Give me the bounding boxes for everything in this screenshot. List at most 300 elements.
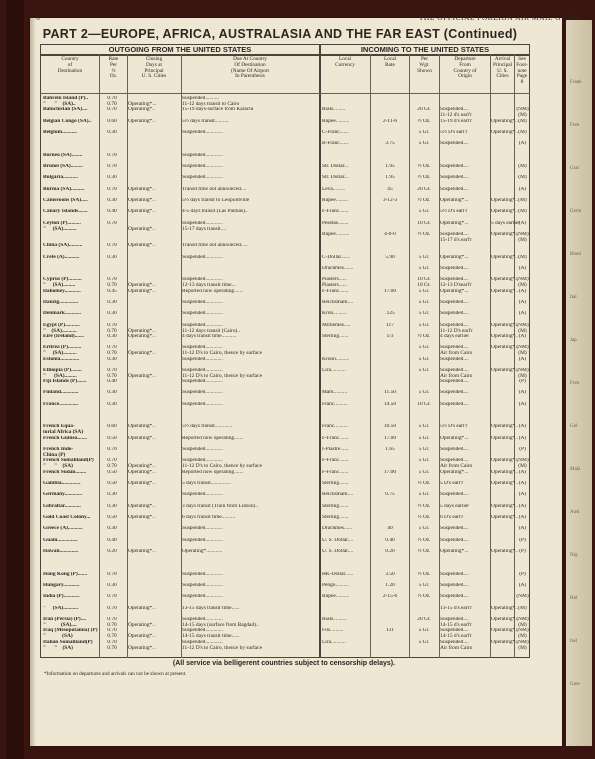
cell-per-wgt: 5 Gr. [418, 209, 430, 214]
cell-per-wgt: 5 Gr. [418, 390, 430, 395]
cell-rate: 0.70 [107, 572, 117, 577]
cell-closing: Operating*.. [128, 198, 155, 203]
table-row [40, 255, 530, 265]
cell-departure: Suspended.... [440, 300, 469, 305]
cell-closing: Operating*.. [128, 372, 155, 379]
cell-per-wgt: 10 Gr. 10 Gr. [417, 277, 431, 288]
cell-country: Eire (Ireland)....... [43, 334, 85, 339]
cell-per-wgt: 20 Gr. [417, 107, 431, 112]
cell-country: France.............. [43, 402, 79, 407]
cell-country: Bahrein Island (P).. " " (SA).. [43, 96, 89, 107]
header-text: Arrival Principal U. S. Cities [492, 56, 513, 80]
cell-local-rate: 0.75 [385, 492, 395, 497]
header-text: Rate Per ½ Oz. [108, 56, 119, 80]
cell-country: Burma (SA).......... [43, 187, 85, 192]
cell-note: (P) [519, 379, 526, 384]
edge-text: Gol [570, 424, 578, 429]
cell-due: Suspended............. [182, 379, 223, 384]
cell-arrival: Operating*.. [491, 628, 518, 633]
cell-note: (M) [518, 175, 527, 180]
cell-country: Greece (A)........... [43, 526, 83, 531]
cell-closing: Operating*.. [128, 515, 155, 520]
cell-local-rate: 3-12-3 [382, 198, 398, 203]
cell-local-rate: 0.20 [385, 549, 395, 554]
col-header-arrival [491, 57, 514, 80]
cell-closing: Operating*.. [128, 334, 155, 339]
cell-rate: 0.70 0.70 [107, 368, 117, 379]
cell-rate: 0.60 [107, 424, 117, 429]
cell-per-wgt: ½ Oz. [417, 572, 431, 577]
cell-due: Suspended............. 15-17 days transit.... [182, 221, 227, 232]
cell-currency: Franc.......... [322, 402, 348, 407]
table-row [40, 198, 530, 208]
table-row [40, 368, 530, 378]
cell-per-wgt: ½ Oz. [417, 538, 431, 543]
cell-country: Borneo (SA)........ [43, 153, 83, 158]
cell-departure: Suspended.... [440, 390, 469, 395]
cell-note: (A) [518, 300, 527, 305]
cell-per-wgt: 5 Gr. [418, 470, 430, 475]
cell-departure: Suspended.... [440, 141, 469, 146]
cell-local-rate: 1/3 [386, 334, 394, 339]
cell-note: (M) [518, 130, 527, 135]
table-row [40, 560, 530, 570]
running-title: THE OFFICIAL FOREIGN AIR MAIL GUIDE [418, 13, 581, 22]
cell-arrival: Operating*.. [491, 209, 518, 214]
cell-per-wgt: 5 Gr. [418, 266, 430, 271]
cell-arrival: Operating*.. [491, 345, 518, 350]
cell-departure: 5 D's earl'r [440, 481, 464, 486]
cell-closing: Operating*.. [128, 462, 155, 469]
header-text: Per Wgt. Shown [417, 56, 432, 74]
cell-closing: Operating*.. [128, 327, 155, 334]
cell-country: Germany............. [43, 492, 83, 497]
table-row [40, 334, 530, 344]
cell-closing: Operating*.. [128, 504, 155, 509]
cell-country: Cyprus (P).......... " (SA)......... [43, 277, 82, 288]
cell-departure: Suspended.... [440, 583, 469, 588]
table-row [40, 266, 530, 276]
cell-due: Suspended............. 11-12 D's to Cairo, thence by surface [182, 368, 262, 379]
cell-arrival: Operating*.. [491, 515, 518, 520]
cell-note: (NM) (M) [516, 368, 529, 379]
cell-currency: F-Franc....... [322, 209, 349, 214]
cell-due: Suspended............. [182, 447, 223, 452]
cell-currency: Lira........... [322, 640, 346, 645]
cell-closing: Operating*.. [128, 424, 155, 429]
cell-note: (P) [519, 447, 526, 452]
cell-departure: Suspended.... [440, 594, 469, 599]
cell-closing: Operating*.. [128, 243, 155, 248]
cell-local-rate: 17.00 [383, 436, 397, 441]
edge-text: Jap [570, 338, 577, 343]
cell-country: Canary Islands....... [43, 209, 88, 214]
table-row [40, 323, 530, 333]
cell-rate: 0.50 [107, 515, 117, 520]
table-row [40, 141, 530, 151]
cell-departure: Suspended.... [440, 266, 469, 271]
cell-note: (NM) (M) [516, 232, 529, 243]
cell-closing: Operating*.. [128, 606, 155, 611]
cell-closing: Operating*.. [128, 107, 155, 112]
cell-currency: F-Franc....... [322, 458, 349, 463]
table-row [40, 515, 530, 525]
cell-rate: 0.70 0.70 [107, 345, 117, 356]
cell-per-wgt: 5 Gr. [418, 130, 430, 135]
cell-per-wgt: ½ Oz. [417, 515, 431, 520]
cell-arrival: Operating*.. [491, 436, 518, 441]
cell-country: Estonia.............. [43, 357, 80, 362]
cell-due: Suspended............. 11-12 D's to Cairo, thence by surface [182, 458, 262, 469]
cell-country: Egypt (P)........... " (SA)........... [43, 323, 80, 334]
cell-currency: Rupee.......... [322, 119, 350, 124]
cell-due: Suspended............. [182, 538, 223, 543]
table-row [40, 243, 530, 253]
cell-currency: Pengo.......... [322, 583, 349, 588]
cell-arrival: Operating*.. [491, 640, 518, 645]
cell-per-wgt: 5 Gr. [418, 289, 430, 294]
cell-local-rate: 3.50 [385, 572, 395, 577]
edge-text: Fren [570, 381, 580, 386]
cell-country: Iran (Persia) (P).... " (SA).... [43, 617, 87, 628]
cell-per-wgt: 5 Gr. [418, 141, 430, 146]
cell-departure: Suspended.... Air from Cairo [440, 640, 473, 651]
cell-departure: Suspended.... Air from Cairo [440, 368, 473, 379]
edge-text: Gree [570, 682, 580, 687]
cell-currency: Rupee.......... [322, 232, 350, 237]
cell-rate: 0.70 [107, 594, 117, 599]
cell-note: (M) [518, 606, 527, 611]
cell-per-wgt: 5 Gr. [418, 323, 430, 328]
cell-rate: 0.30 [107, 300, 117, 305]
cell-rate: 0.70 0.70 [107, 323, 117, 334]
cell-arrival: Operating*.. [491, 549, 518, 554]
cell-local-rate: 5.90 [385, 255, 395, 260]
cell-departure: 5 days earlier [440, 504, 470, 509]
cell-departure: Suspended.... [440, 447, 469, 452]
cell-per-wgt: 5 Gr. [418, 628, 430, 633]
table-row [40, 458, 530, 468]
cell-currency: Str. Dollar... [322, 175, 349, 180]
cell-departure: Suspended.... 11-12 d's earl'r [440, 107, 472, 118]
cell-country: China (SA).......... [43, 243, 83, 248]
col-header-local-rate [371, 57, 409, 69]
cell-note: (NM) (M) [516, 107, 529, 118]
table-row [40, 617, 530, 627]
cell-departure: Operating*... [440, 470, 469, 475]
cell-departure: Suspended.... [440, 175, 469, 180]
cell-note: (A) [518, 470, 527, 475]
table-row [40, 187, 530, 197]
cell-country: Hong Kong (P)....... [43, 572, 88, 577]
cell-departure: Suspended.... [440, 492, 469, 497]
cell-rate: 0.30 [107, 390, 117, 395]
cell-departure: Operating*... [440, 221, 469, 226]
cell-country: Baluchistan (SA).... [43, 107, 88, 112]
cell-note: (NM) (M) [516, 323, 529, 334]
cell-due: 6 days transit time.......... [182, 515, 236, 520]
cell-local-rate: 3.75 [385, 141, 395, 146]
cell-country: Ethiopia (P)........ " (SA)......... [43, 368, 82, 379]
cell-currency: Pesetas........ [322, 221, 349, 226]
cell-country: Denmark............ [43, 311, 82, 316]
cell-currency: F-Franc....... [322, 470, 349, 475]
cell-arrival: Operating*.. [491, 289, 518, 294]
cell-due: 5 days transit............... [182, 481, 231, 486]
header-text: Departure From Country of Origin [453, 56, 477, 80]
edge-text: Germ [570, 209, 582, 214]
cell-note: (A) [518, 289, 527, 294]
cell-due: Suspended............. [182, 255, 223, 260]
cell-currency: C-Dollar....... [322, 255, 351, 260]
cell-due: 5½ days transit............. [182, 424, 233, 429]
cell-currency: U. S. Dollar.... [322, 538, 354, 543]
cell-note: (A) [518, 311, 527, 316]
cell-rate: 0.30 [107, 402, 117, 407]
cell-due: 13-15 days transit time...... [182, 606, 240, 611]
cell-currency: Sterling....... [322, 515, 349, 520]
cell-currency: Mark.......... [322, 390, 348, 395]
cell-country: French Guinea....... [43, 436, 87, 441]
col-header-departure [440, 57, 490, 80]
edge-text: Ital [570, 295, 577, 300]
edge-text: Irel [570, 639, 577, 644]
cell-departure: Operating*... [440, 255, 469, 260]
cell-currency: Rials.......... [322, 617, 347, 622]
cell-rate: 0.70 0.70 [107, 277, 117, 288]
cell-closing: Operating*.. [128, 209, 155, 214]
cell-currency: HK-Dollar...... [322, 572, 354, 577]
col-header-due [182, 57, 318, 80]
cell-per-wgt: ½ Oz. [417, 481, 431, 486]
edge-text: Mala [570, 467, 581, 472]
cell-due: Suspended............. 14-15 days transit time...... [182, 628, 240, 639]
cell-rate: 0.70 [107, 243, 117, 248]
cell-departure: Operating*... [440, 198, 469, 203]
cell-currency: Kron.......... [322, 311, 347, 316]
section-title: PART 2—EUROPE, AFRICA, AUSTRALASIA AND THE FAR EAST (Continued) [42, 27, 518, 41]
cell-note: (A) [518, 187, 527, 192]
cell-arrival: Operating*.. [491, 277, 518, 282]
cell-due: Suspended............. [182, 572, 223, 577]
cell-closing: Operating*.. [128, 281, 155, 288]
cell-closing: Operating*.. [128, 632, 155, 639]
cell-currency: Kroon.......... [322, 357, 350, 362]
cell-local-rate: 10.50 [383, 424, 397, 429]
cell-arrival: Operating*.. [491, 617, 518, 622]
cell-due: Suspended............. [182, 300, 223, 305]
cell-rate: 0.70 [107, 153, 117, 158]
edge-text: Frank [570, 80, 582, 85]
cell-due: Reported now operating....... [182, 470, 244, 475]
cell-per-wgt: 10 Gr. [417, 402, 431, 407]
cell-country: Ceylon (P).......... " (SA).......... [43, 221, 81, 232]
cell-due: Reported now operating....... [182, 436, 244, 441]
cell-due: 4 days transit time........... [182, 334, 237, 339]
cell-currency: B-Franc....... [322, 141, 350, 146]
cell-rate: 0.30 [107, 583, 117, 588]
cell-due: Operating*............ [182, 549, 223, 554]
cell-rate: 0.50 [107, 470, 117, 475]
table-row [40, 492, 530, 502]
table-row [40, 164, 530, 174]
cell-closing: Operating*.. [128, 481, 155, 486]
cell-currency: Piasters...... Piasters...... [322, 277, 347, 288]
cell-country: Fiji Islands (P)....... [43, 379, 87, 384]
cell-arrival: Operating*.. [491, 606, 518, 611]
edge-text: Nig [570, 553, 578, 558]
table-row [40, 390, 530, 400]
table-row [40, 289, 530, 299]
cell-per-wgt: ½ Oz. [417, 164, 431, 169]
cell-note: (A) [518, 583, 527, 588]
cell-due: Suspended............. [182, 594, 223, 599]
cell-departure: Suspended.... Air from Cairo [440, 345, 473, 356]
cell-due: Suspended............. [182, 492, 223, 497]
table-row [40, 447, 530, 457]
cell-local-rate: 4-0-0 [384, 232, 396, 237]
cell-rate: 0.70 [107, 187, 117, 192]
cell-due: Suspended.......... 11-12 days transit to Cairo [182, 96, 240, 107]
table-row [40, 504, 530, 514]
cell-per-wgt: 10 Gr. [417, 221, 431, 226]
cell-note: (A) [518, 141, 527, 146]
cell-rate: 0.70 0.70 [107, 617, 117, 628]
cell-currency: F-Franc....... [322, 289, 349, 294]
cell-due: 5½ days transit.......... [182, 119, 229, 124]
cell-rate: 0.70 [107, 164, 117, 169]
cell-rate: 0.70 0.70 [107, 96, 117, 107]
cell-rate: 0.30 [107, 255, 117, 260]
cell-local-rate: 1.95 [385, 164, 395, 169]
cell-closing: Operating*.. [128, 119, 155, 124]
cell-rate: 0.30 [107, 492, 117, 497]
cell-note: (NM) (M) [516, 458, 529, 469]
cell-currency: F-Franc....... [322, 436, 349, 441]
table-row [40, 311, 530, 321]
cell-due: Suspended............. [182, 390, 223, 395]
table-row [40, 175, 530, 185]
cell-country: Brunei (SA)......... [43, 164, 83, 169]
cell-local-rate: 17.00 [383, 470, 397, 475]
cell-due: Suspended............. 11-12 D's to Cairo, thence by surface [182, 640, 262, 651]
cell-rate: 0.70 [107, 606, 117, 611]
cell-local-rate: 0.40 [385, 538, 395, 543]
cell-rate: 0.70 [107, 447, 117, 452]
cell-country: Hungary............ [43, 583, 80, 588]
table-row [40, 345, 530, 355]
table-row [40, 606, 530, 616]
cell-currency: Rupee.......... [322, 594, 350, 599]
cell-note: (M) [518, 164, 527, 169]
cell-due: 5½ days transit to Leopoldville [182, 198, 250, 203]
header-text: See Foot- note Page 8 [516, 56, 528, 86]
cell-per-wgt: 5 Gr. [418, 255, 430, 260]
cell-country: Dahomey............ [43, 289, 81, 294]
cell-rate: 0.50 [107, 436, 117, 441]
cell-country: French Somaliland(P) " " (SA) [43, 458, 94, 469]
cell-note: (NM) (M) [516, 277, 529, 288]
cell-closing: Operating*.. [128, 187, 155, 192]
cell-arrival: Operating*.. [491, 424, 518, 429]
cell-note: (A) [518, 492, 527, 497]
cell-per-wgt: 20 Gr. [417, 617, 431, 622]
cell-rate: 0.40 [107, 209, 117, 214]
cell-currency: C-Franc....... [322, 130, 350, 135]
cell-closing: Operating*.. [128, 289, 155, 294]
cell-arrival: Operating*.. [491, 458, 518, 463]
cell-closing: Operating*.. [128, 349, 155, 356]
cell-arrival: Operating*.. [491, 198, 518, 203]
table-row [40, 277, 530, 287]
cell-country: Gold Coast Colony... [43, 515, 91, 520]
cell-closing: Operating*... [128, 100, 157, 107]
cell-note: (A) [518, 436, 527, 441]
cell-note: (A) [518, 481, 527, 486]
cell-currency: Sterling....... [322, 504, 349, 509]
page-gutter [30, 18, 36, 746]
table-row [40, 583, 530, 593]
cell-departure: Suspended.... 14-15 d's earl'r [440, 628, 472, 639]
cell-due: Suspended............. 14-15 days (surface from Bagdad).. [182, 617, 259, 628]
cell-local-rate: 131 [385, 628, 395, 633]
cell-country: Belgium........... [43, 130, 77, 135]
cell-note: (A) [518, 515, 527, 520]
cell-per-wgt: 5 Gr. [418, 345, 430, 350]
cell-closing: Operating*.. [128, 644, 155, 651]
cell-country: Eritrea (P).......... " (SA).......... [43, 345, 82, 356]
page-number: 6 [36, 13, 40, 22]
cell-rate: 0.30 [107, 357, 117, 362]
cell-departure: Suspended.... [440, 187, 469, 192]
table-row [40, 357, 530, 367]
cell-note: (A) [518, 221, 527, 226]
next-page-edge [566, 20, 592, 746]
cell-currency: Leva......... [322, 187, 345, 192]
cell-due: 15-19 days-surface from Karachi [182, 107, 254, 112]
cell-note: (A) [518, 526, 527, 531]
table-row [40, 96, 530, 106]
cell-arrival: Operating*.. [491, 368, 518, 373]
cell-rate: 0.20 [107, 549, 117, 554]
edge-text: Hol [570, 596, 578, 601]
cell-currency: Lira........... [322, 368, 346, 373]
col-header-closing [128, 57, 180, 80]
cell-departure: 15-19 d's earl'r [440, 119, 472, 124]
cell-local-rate: 14.50 [383, 402, 397, 407]
edge-text: Fren [570, 123, 580, 128]
cell-departure: 4 days earlier [440, 334, 470, 339]
cell-country: French Indo- China (P) [43, 447, 74, 458]
table-row [40, 481, 530, 491]
cell-country: Finland............. [43, 390, 79, 395]
cell-rate: 0.70 0.70 [107, 640, 117, 651]
cell-per-wgt: 5 Gr. [418, 583, 430, 588]
cell-arrival: Operating*.. [491, 119, 518, 124]
cell-per-wgt: 5 Gr. [418, 436, 430, 441]
cell-note: (P) [519, 538, 526, 543]
cell-due: 4-5 days transit (Las Palmas).. [182, 209, 248, 214]
cell-rate: 0.45 [107, 289, 117, 294]
cell-note: (M) [518, 209, 527, 214]
cell-note: (NM) (M) [516, 640, 529, 651]
cell-country: Hawaii.............. [43, 549, 79, 554]
cell-per-wgt: 5 Gr. [418, 368, 430, 373]
cell-due: Suspended............. [182, 164, 223, 169]
cell-due: Transit time not announced..... [182, 243, 248, 248]
cell-note: (NM) (M) [516, 345, 529, 356]
cell-departure: 5½ D's earl'r [440, 209, 468, 214]
